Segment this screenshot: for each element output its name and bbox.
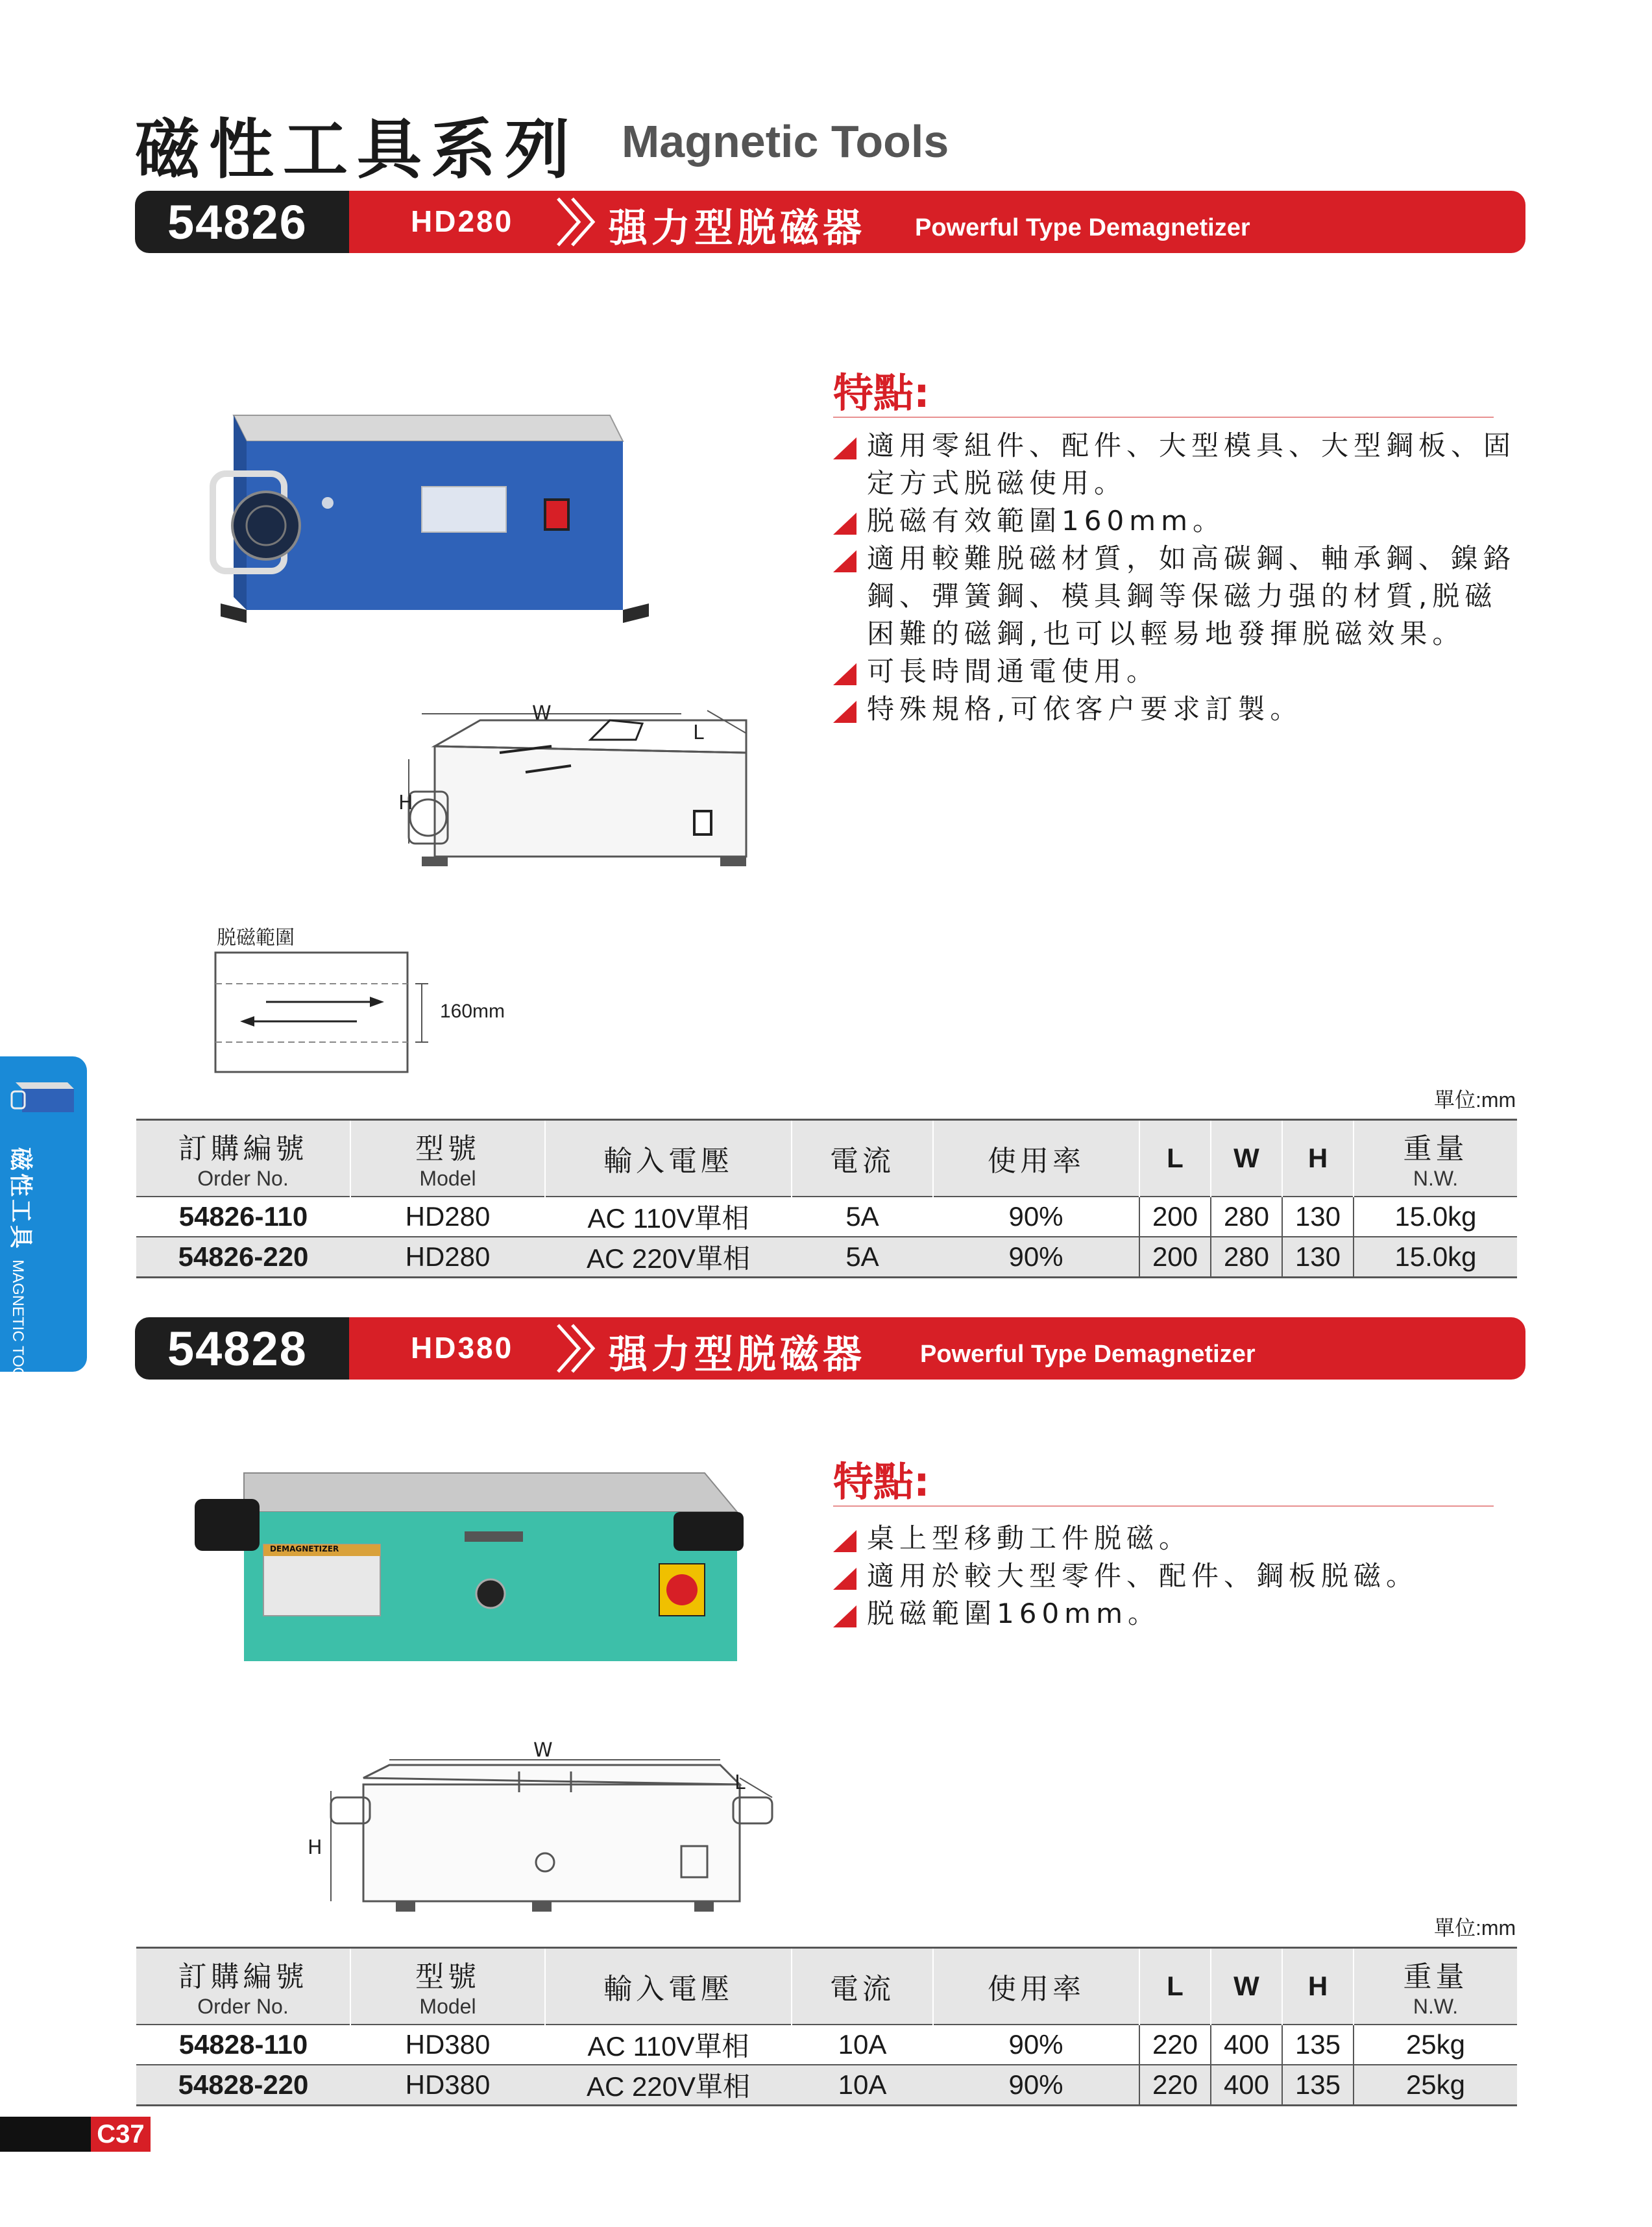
unit-label: 單位:mm — [1434, 1916, 1516, 1940]
unit-label: 單位:mm — [1434, 1088, 1516, 1112]
header-w: W — [1211, 1948, 1282, 2025]
header-l: L — [1139, 1948, 1211, 2025]
header-model: 型號 Model — [350, 1948, 545, 2025]
feature-item: 適用較難脱磁材質，如高碳鋼、軸承鋼、鎳鉻鋼、彈簧鋼、模具鋼等保磁力强的材質,脱磁困難的磁鋼,也可以輕易地發揮脱磁效果。 — [833, 540, 1521, 653]
table-row: 54826-220 HD280 AC 220V單相 5A 90% 200 280 130 15.0kg — [136, 1237, 1517, 1278]
triangle-bullet-icon — [833, 550, 856, 572]
header-duty: 使用率 — [933, 1948, 1139, 2025]
table-row: 54828-220 HD380 AC 220V單相 10A 90% 220 400 135 25kg — [136, 2065, 1517, 2106]
product-model: HD280 — [411, 204, 514, 238]
feature-item: 適用於較大型零件、配件、鋼板脱磁。 — [833, 1557, 1521, 1595]
feature-item: 特殊規格,可依客户要求訂製。 — [833, 690, 1521, 728]
feature-item: 適用零組件、配件、大型模具、大型鋼板、固定方式脱磁使用。 — [833, 427, 1521, 502]
product-code: 54828 — [167, 1322, 308, 1376]
triangle-bullet-icon — [833, 701, 856, 723]
side-section-tab — [0, 1056, 87, 1398]
feature-item: 桌上型移動工件脱磁。 — [833, 1520, 1521, 1557]
header-weight: 重量 N.W. — [1354, 1120, 1517, 1197]
product-title-english: Powerful Type Demagnetizer — [920, 1341, 1256, 1368]
range-value: 160mm — [440, 1001, 505, 1022]
dimension-drawing-hd280 — [396, 701, 772, 915]
dimension-l-label: L — [693, 722, 704, 744]
spec-table-54828 — [136, 1947, 1517, 2106]
page-title-english: Magnetic Tools — [622, 116, 949, 167]
product-code: 54826 — [167, 195, 308, 249]
features-heading: 特點: — [833, 1458, 930, 1505]
chevron-icon — [550, 191, 602, 253]
feature-item: 脱磁範圍160mm。 — [833, 1595, 1521, 1633]
triangle-bullet-icon — [833, 513, 856, 535]
page-number-badge — [0, 2117, 151, 2152]
feature-item: 可長時間通電使用。 — [833, 653, 1521, 690]
product-model: HD380 — [411, 1331, 514, 1365]
features-list — [833, 1520, 1521, 1633]
header-voltage: 輸入電壓 — [545, 1948, 792, 2025]
device-label: DEMAGNETIZER — [270, 1544, 339, 1553]
dimension-drawing-hd380 — [305, 1752, 785, 1921]
product-header-54828 — [135, 1317, 1525, 1380]
product-title: 强力型脱磁器 — [609, 1332, 866, 1378]
dimension-w-label: W — [533, 1739, 553, 1762]
table-row: 54826-110 HD280 AC 110V單相 5A 90% 200 280 130 15.0kg — [136, 1197, 1517, 1237]
feature-item: 脱磁有效範圍160mm。 — [833, 502, 1521, 540]
features-divider — [833, 1505, 1494, 1507]
side-tab-label: 磁性工具 MAGNETIC TOOLS — [7, 1147, 34, 1398]
table-row: 54828-110 HD380 AC 110V單相 10A 90% 220 400 135 25kg — [136, 2025, 1517, 2065]
product-header-54826 — [135, 191, 1525, 253]
header-h: H — [1282, 1948, 1354, 2025]
header-h: H — [1282, 1120, 1354, 1197]
features-heading: 特點: — [833, 369, 930, 417]
features-list — [833, 427, 1521, 728]
page-number: C37 — [91, 2117, 151, 2152]
spec-table-54826 — [136, 1119, 1517, 1278]
triangle-bullet-icon — [833, 1530, 856, 1552]
dimension-h-label: H — [398, 792, 413, 814]
dimension-h-label: H — [308, 1836, 322, 1859]
dimension-w-label: W — [532, 702, 552, 725]
product-photo-hd280 — [208, 402, 649, 636]
header-current: 電流 — [792, 1948, 933, 2025]
features-divider — [833, 417, 1494, 418]
header-weight: 重量 N.W. — [1354, 1948, 1517, 2025]
triangle-bullet-icon — [833, 437, 856, 459]
page-title: 磁性工具系列 — [135, 112, 579, 188]
product-title: 强力型脱磁器 — [609, 206, 866, 251]
triangle-bullet-icon — [833, 663, 856, 685]
header-w: W — [1211, 1120, 1282, 1197]
header-l: L — [1139, 1120, 1211, 1197]
triangle-bullet-icon — [833, 1605, 856, 1627]
header-voltage: 輸入電壓 — [545, 1120, 792, 1197]
chevron-icon — [550, 1317, 602, 1380]
dimension-l-label: L — [735, 1771, 746, 1794]
header-duty: 使用率 — [933, 1120, 1139, 1197]
header-order: 訂購編號 Order No. — [136, 1948, 350, 2025]
magnet-device-icon — [9, 1073, 80, 1119]
header-current: 電流 — [792, 1120, 933, 1197]
header-model: 型號 Model — [350, 1120, 545, 1197]
product-photo-hd380 — [192, 1466, 750, 1674]
triangle-bullet-icon — [833, 1568, 856, 1590]
header-order: 訂購編號 Order No. — [136, 1120, 350, 1197]
range-diagram — [214, 951, 428, 1075]
range-label: 脱磁範圍 — [217, 927, 295, 949]
product-title-english: Powerful Type Demagnetizer — [915, 214, 1250, 241]
